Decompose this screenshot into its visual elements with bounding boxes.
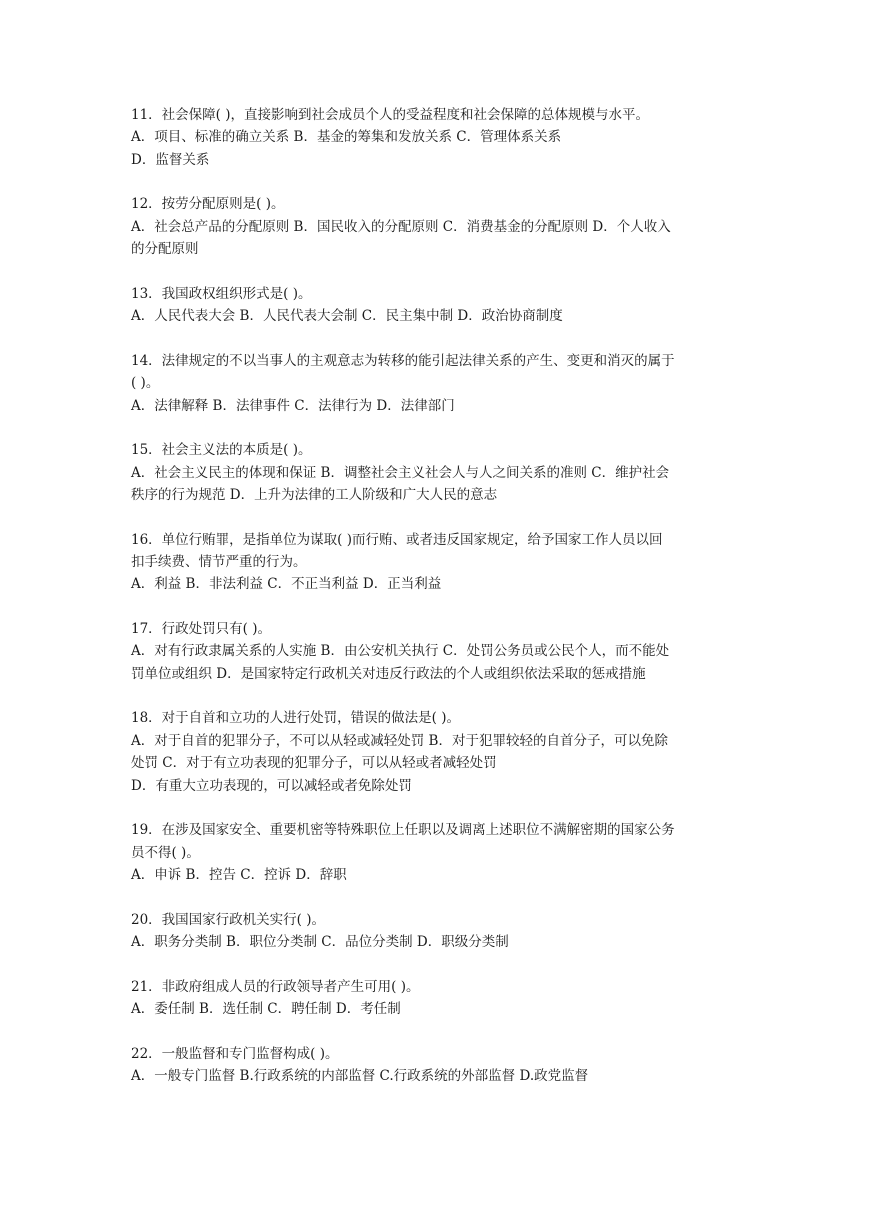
options-text: D．监督关系: [131, 151, 210, 168]
question-18: [131, 707, 741, 797]
question-11: [131, 104, 741, 171]
question-text: 13．我国政权组织形式是( )。: [131, 285, 312, 302]
question-text: 19．在涉及国家安全、重要机密等特殊职位上任职以及调离上述职位不满解密期的国家公务: [131, 822, 675, 839]
question-19: [131, 819, 741, 886]
question-text: 12．按劳分配原则是( )。: [131, 196, 285, 213]
question-text: ( )。: [131, 375, 160, 392]
document-page: [131, 104, 741, 1110]
options-text: A．委任制 B．选任制 C．聘任制 D．考任制: [131, 1001, 401, 1018]
question-text: 14．法律规定的不以当事人的主观意志为转移的能引起法律关系的产生、变更和消灭的属于: [131, 352, 675, 369]
question-text: 20．我国国家行政机关实行( )。: [131, 911, 326, 928]
options-text: A．人民代表大会 B．人民代表大会制 C．民主集中制 D．政治协商制度: [131, 308, 563, 325]
question-text: 18．对于自首和立功的人进行处罚，错误的做法是( )。: [131, 710, 461, 727]
question-text: 员不得( )。: [131, 844, 200, 861]
question-text: 16．单位行贿罪，是指单位为谋取( )而行贿、或者违反国家规定，给予国家工作人员以回: [131, 531, 663, 548]
options-text: A．对于自首的犯罪分子，不可以从轻或减轻处罚 B．对于犯罪较轻的自首分子，可以免除: [131, 732, 668, 749]
options-text: A．对有行政隶属关系的人实施 B．由公安机关执行 C．处罚公务员或公民个人，而不能处: [131, 643, 670, 660]
question-text: 15．社会主义法的本质是( )。: [131, 442, 312, 459]
question-16: [131, 529, 741, 596]
options-text: A．职务分类制 B．职位分类制 C．品位分类制 D．职级分类制: [131, 934, 509, 951]
question-text: 21．非政府组成人员的行政领导者产生可用( )。: [131, 978, 420, 995]
question-12: [131, 193, 741, 260]
question-21: [131, 976, 741, 1021]
question-22: [131, 1043, 741, 1088]
options-text: A．社会总产品的分配原则 B．国民收入的分配原则 C．消费基金的分配原则 D．个人收入: [131, 218, 671, 235]
options-text: A．利益 B．非法利益 C．不正当利益 D．正当利益: [131, 576, 442, 593]
question-text: 17．行政处罚只有( )。: [131, 621, 272, 638]
options-text: 罚单位或组织 D．是国家特定行政机关对违反行政法的个人或组织依法采取的惩戒措施: [131, 665, 646, 682]
options-text: 处罚 C．对于有立功表现的犯罪分子，可以从轻或者减轻处罚: [131, 755, 497, 772]
options-text: 秩序的行为规范 D．上升为法律的工人阶级和广大人民的意志: [131, 487, 498, 504]
question-text: 22．一般监督和专门监督构成( )。: [131, 1045, 339, 1062]
question-13: [131, 283, 741, 328]
options-text: A．法律解释 B．法律事件 C．法律行为 D．法律部门: [131, 397, 455, 414]
options-text: A．社会主义民主的体现和保证 B．调整社会主义社会人与人之间关系的准则 C．维护社会: [131, 464, 670, 481]
question-text: 扣手续费、情节严重的行为。: [131, 554, 307, 571]
options-text: A．申诉 B．控告 C．控诉 D．辞职: [131, 867, 347, 884]
question-20: [131, 909, 741, 954]
options-text: A．项目、标准的确立关系 B．基金的筹集和发放关系 C．管理体系关系: [131, 129, 562, 146]
options-text: A．一般专门监督 B.行政系统的内部监督 C.行政系统的外部监督 D.政党监督: [131, 1068, 589, 1085]
question-text: 11．社会保障( )，直接影响到社会成员个人的受益程度和社会保障的总体规模与水平。: [131, 107, 650, 123]
options-text: D．有重大立功表现的，可以减轻或者免除处罚: [131, 777, 412, 794]
question-17: [131, 618, 741, 685]
question-14: [131, 350, 741, 417]
question-15: [131, 439, 741, 506]
options-text: 的分配原则: [131, 241, 199, 258]
